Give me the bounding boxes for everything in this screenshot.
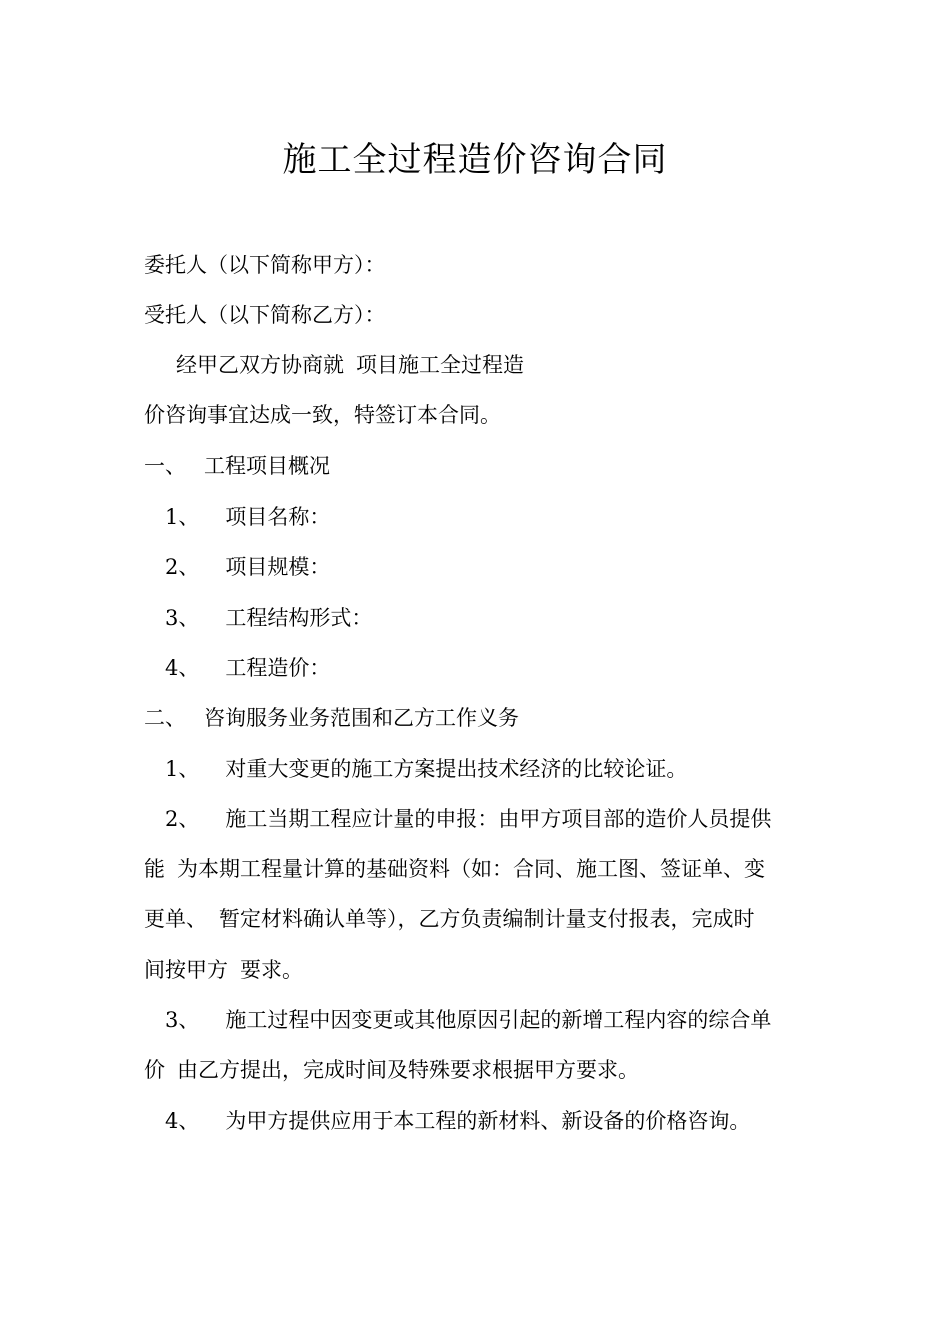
- item-text: 施工当期工程应计量的申报：由甲方项目部的造价人员提供: [225, 807, 772, 831]
- section1-item: [165, 603, 372, 633]
- section1-number: 一、: [144, 454, 186, 478]
- section1-item: [165, 653, 330, 683]
- paragraph-line: [144, 955, 303, 985]
- item-number: 3、: [165, 606, 200, 630]
- section2-item: [165, 804, 771, 834]
- item-number: 4、: [165, 1109, 200, 1133]
- item-number: 1、: [165, 757, 200, 781]
- item-number: 2、: [165, 807, 200, 831]
- text-fragment: 由乙方提出，完成时间及特殊要求根据甲方要求。: [177, 1058, 639, 1082]
- item-text: 项目名称：: [225, 505, 331, 529]
- section1-heading: [144, 451, 330, 481]
- item-text: 对重大变更的施工方案提出技术经济的比较论证。: [225, 757, 688, 781]
- intro-part-2: 项目施工全过程造: [356, 353, 524, 377]
- item-text: 为甲方提供应用于本工程的新材料、新设备的价格咨询。: [225, 1109, 751, 1133]
- intro-line-1: [176, 350, 524, 380]
- item-text: 项目规模：: [225, 555, 331, 579]
- intro-part-1: 经甲乙双方协商就: [176, 353, 344, 377]
- paragraph-line: [144, 854, 765, 884]
- item-text: 工程结构形式：: [225, 606, 373, 630]
- item-number: 2、: [165, 555, 200, 579]
- section1-item: [165, 552, 330, 582]
- section2-item: [165, 1005, 771, 1035]
- contractor-line: 受托人（以下简称乙方）：: [144, 303, 386, 327]
- section1-item: [165, 502, 330, 532]
- section2-title: 咨询服务业务范围和乙方工作义务: [204, 706, 519, 730]
- document-title: 施工全过程造价咨询合同: [282, 140, 668, 180]
- text-fragment: 要求。: [240, 958, 303, 982]
- item-number: 4、: [165, 656, 200, 680]
- paragraph-line: [144, 1055, 639, 1085]
- text-fragment: 间按甲方: [144, 958, 228, 982]
- item-text: 工程造价：: [225, 656, 331, 680]
- client-line: 委托人（以下简称甲方）：: [144, 253, 386, 277]
- item-number: 1、: [165, 505, 200, 529]
- text-fragment: 暂定材料确认单等），乙方负责编制计量支付报表，完成时: [219, 907, 755, 931]
- section2-item: [165, 754, 687, 784]
- paragraph-line: [144, 904, 755, 934]
- text-fragment: 为本期工程量计算的基础资料（如：合同、施工图、签证单、变: [177, 857, 765, 881]
- section2-heading: [144, 703, 519, 733]
- item-text: 施工过程中因变更或其他原因引起的新增工程内容的综合单: [225, 1008, 772, 1032]
- section1-title: 工程项目概况: [204, 454, 330, 478]
- item-number: 3、: [165, 1008, 200, 1032]
- section2-item: [165, 1106, 750, 1136]
- text-fragment: 价: [144, 1058, 165, 1082]
- intro-line-2: 价咨询事宜达成一致，特签订本合同。: [144, 403, 501, 427]
- section2-number: 二、: [144, 706, 186, 730]
- text-fragment: 能: [144, 857, 165, 881]
- text-fragment: 更单、: [144, 907, 207, 931]
